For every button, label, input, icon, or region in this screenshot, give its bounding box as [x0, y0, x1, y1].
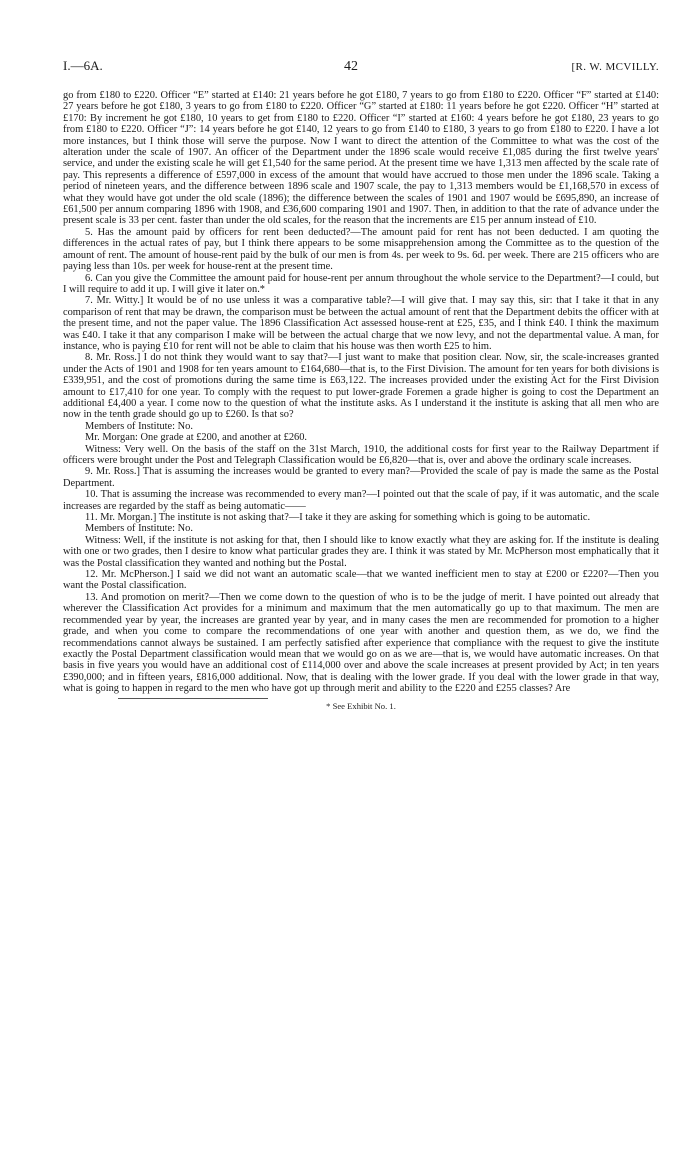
paragraph: 9. Mr. Ross.] That is assuming the increases would be granted to every man?—Provided the scale of pay is made the same as the Postal Department.	[63, 466, 659, 489]
paragraph: Witness: Well, if the institute is not asking for that, then I should like to know exactly what they are asking for. If the institute is dealing with one or two grades, then I desire to know what particular grades they are. I think it was stated by Mr. McPherson most emphatically that it was the Postal classification they wanted and nothing but the Postal.	[63, 534, 659, 569]
report-reference: I.—6A.	[63, 58, 103, 73]
footnote-divider	[118, 698, 268, 699]
paragraph: 7. Mr. Witty.] It would be of no use unless it was a comparative table?—I will give that. I may say this, sir: that I take it that in any comparison of rent that may be drawn, the comparison must be between the actual amount of rent that the Department debits the officer with at the present time, and not the paper value. The 1896 Classification Act assessed house-rent at £25, £35, and I think £40. I think the maximum was £40. I take it that any comparison I make will be between the actual charge that we now levy, and not the departmental value. A man, for instance, who is paying £10 for rent will not be able to claim that his house was then worth £25 to him.	[63, 295, 659, 352]
speaker-line: Members of Institute: No.	[85, 523, 193, 535]
paragraph: 10. That is assuming the increase was recommended to every man?—I pointed out that the scale of pay, if it was automatic, and the scale increases are regarded by the staff as being automatic——	[63, 489, 659, 512]
document-body	[63, 90, 659, 695]
speaker-line: Mr. Morgan: One grade at £200, and another at £260.	[85, 432, 307, 444]
page-header	[63, 58, 659, 75]
paragraph: go from £180 to £220. Officer “E” started at £140: 21 years before he got £180, 7 years to go from £180 to £220. Officer “F” started at £140: 27 years before he got £180, 3 years to go from £180 to £220. Officer “G” started at £180: 11 years before he got £220. Officer “H” started at £170: By increment he got £180, 10 years to get from £180 to £220. Officer “I” started at £160: 4 years before he got £180, 23 years to go from £180 to £220. Officer “J”: 14 years before he got £140, 12 years to go from £140 to £180, 3 years to go from £180 to £220. I have a lot more instances, but I think those will serve the purpose. Now I want to direct the attention of the Committee to what was the cost of the alteration under the scale of 1907. An officer of the Department under the 1896 scale would receive £1,085 during the first twelve years' service, and under the existing scale he will get £1,540 for the same period. At the present time we have 1,313 men affected by the scale rate of pay. This represents a difference of £597,000 in excess of the amount that would have accrued to those men under the 1896 scale. Taking a period of nineteen years, and the difference between 1896 scale and 1907 scale, the pay to 1,313 members would be £1,168,570 in excess of what they would have got under the old scale (1896); the difference between the scales of 1901 and 1907 would be £695,890, an increase of £61,500 per annum comparing 1896 with 1908, and £36,600 comparing 1901 and 1907. Then, in addition to that the rate of advance under the present scale is 33 per cent. faster than under the old scales, for the reason that the increments are £15 per annum instead of £10.	[63, 90, 659, 227]
paragraph: Witness: Very well. On the basis of the staff on the 31st March, 1910, the additional costs for first year to the Railway Department if officers were brought under the Post and Telegraph Classification would be £6,820—that is, over and above the ordinary scale increases.	[63, 443, 659, 466]
footnote: * See Exhibit No. 1.	[326, 700, 396, 711]
speaker-line: Members of Institute: No.	[85, 420, 193, 432]
paragraph: 5. Has the amount paid by officers for rent been deducted?—The amount paid for rent has not been deducted. I am quoting the differences in the actual rates of pay, but I think there appears to be some misapprehension among the Committee as to the question of the amount of rent. The amount of house-rent paid by the bulk of our men is from 4s. per week to 9s. 6d. per week. There are 215 officers who are paying less than 10s. per week for house-rent at the present time.	[63, 226, 659, 273]
paragraph: 8. Mr. Ross.] I do not think they would want to say that?—I just want to make that position clear. Now, sir, the scale-increases granted under the Acts of 1901 and 1908 for ten years amount to £164,680—that is, to the First Division. The amount for ten years for both divisions is £339,951, and the cost of promotions during the same time is £63,122. The increases provided under the existing Act for the First Division amount to £17,410 for one year. To comply with the request to put lower-grade Foremen a grade higher is going to cost the Department an additional £4,400 a year. I come now to the question of what the institute asks. As I understand it the institute is asking that all men who are now in the tenth grade should go up to £260. Is that so?	[63, 352, 659, 421]
witness-name: [R. W. MCVILLY.	[571, 61, 659, 73]
paragraph: 6. Can you give the Committee the amount paid for house-rent per annum throughout the whole service to the Department?—I could, but I will require to add it up. I will give it later on.*	[63, 272, 659, 295]
paragraph: 13. And promotion on merit?—Then we come down to the question of who is to be the judge of merit. I have pointed out already that wherever the Classification Act provides for a minimum and maximum that the men automatically go up to that maximum. The men are recommended year by year, the increases are granted year by year, and in many cases the men are recommended for promotion to a higher grade, and when you come to compare the recommendations of one year with another and question them, as we do, we find the recommendations cannot always be sustained. I am perfectly satisfied after experience that compliance with the request to give the institute exactly the Postal Department classification would mean that we would go on as we are—that is, we would have automatic increases. On that basis in five years you would have an additional cost of £114,000 over and above the scale increases at present provided by Act; in ten years £390,000; and in fifteen years, £816,000 additional. Now, that is dealing with the lower grade. If you deal with the lower grade in that way, what is going to happen in regard to the men who have got up through merit and ability to the £220 and £255 classes? Are	[63, 591, 659, 695]
page-number: 42	[344, 59, 358, 74]
paragraph: 12. Mr. McPherson.] I said we did not want an automatic scale—that we wanted inefficient men to stay at £200 or £220?—Then you want the Postal classification.	[63, 569, 659, 592]
paragraph: 11. Mr. Morgan.] The institute is not asking that?—I take it they are asking for something which is going to be automatic.	[85, 512, 591, 524]
